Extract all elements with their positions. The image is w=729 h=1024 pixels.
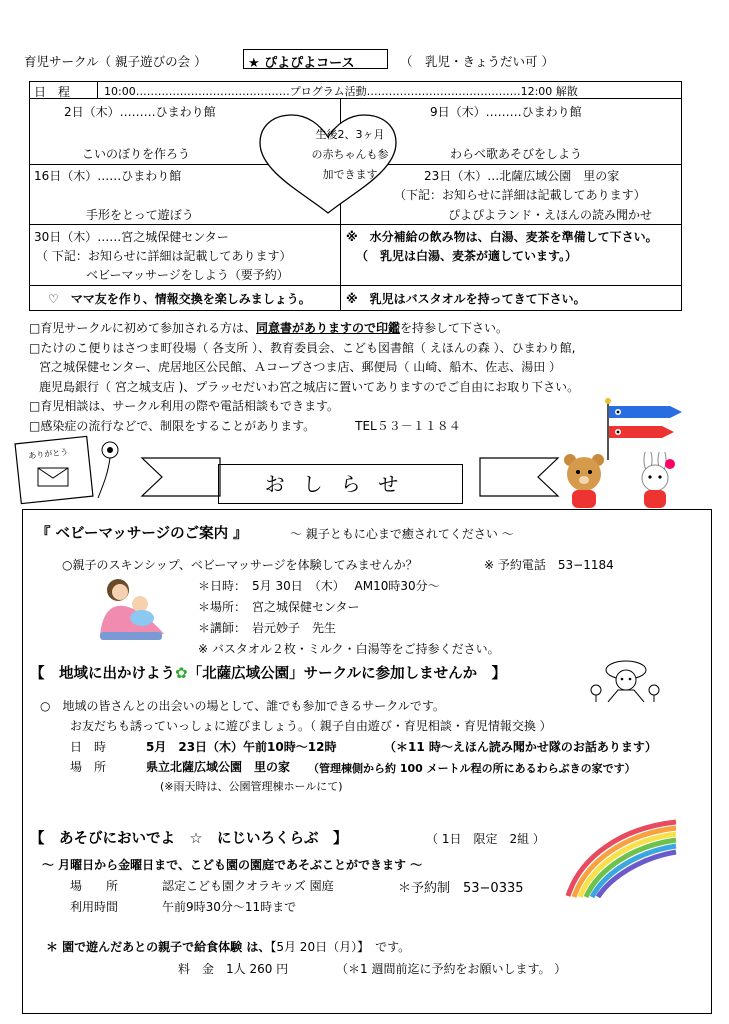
koinobori-icon xyxy=(600,398,690,460)
note-first-time-end: を持参して下さい。 xyxy=(400,321,509,335)
thank-you-card-icon xyxy=(12,428,132,508)
baby-massage-date: ＊日時： 5月 30日 （木） AM10時30分～ xyxy=(198,579,440,593)
notice-heading: おしらせ xyxy=(218,464,463,504)
mama-friends-note: ♡ ママ友を作り、情報交換を楽しみましょう。 xyxy=(48,292,311,306)
note-distribution: □たけのこ便りはさつま町役場（ 各支所 ）、教育委員会、こども図書館（ えほんの森 ）、ひまわり館, xyxy=(29,340,576,355)
phone-number: TEL５３－１１８４ xyxy=(355,418,461,433)
note-distribution-3: 鹿児島銀行（ 宮之城支店 )、プラッセだいわ宮之城店に置いてありますのでご自由にお取り下さい。 xyxy=(39,379,580,394)
card-text: ありがとう xyxy=(27,447,69,461)
park-place-note: （管理棟側から約 100 メートル程の所にあるわらぶきの家です） xyxy=(308,762,636,775)
drink-note: ※ 水分補給の飲み物は、白湯、麦茶を準備して下さい。 xyxy=(346,230,658,244)
park-date-note: （＊11 時～えほん読み聞かせ隊のお話あります） xyxy=(384,740,657,754)
niji-limit: （ 1日 限定 2組 ） xyxy=(426,832,545,846)
niji-place: 認定こども園クオラキッズ 園庭 xyxy=(162,879,334,893)
clover-icon: ✿ xyxy=(175,664,188,682)
day-23-note: （下記：お知らせに詳細は記載してあります） xyxy=(394,188,646,202)
lunch-note-a: ＊ 園で遊んだあとの親子で給食体験 は、 xyxy=(46,940,271,954)
day-16-activity: 手形をとって遊ぼう xyxy=(86,208,194,222)
bath-towel-note: ※ 乳児はバスタオルを持ってきて下さい。 xyxy=(346,292,586,306)
day-9-title: 9日（木）………ひまわり館 xyxy=(430,105,582,119)
children-flowers-icon xyxy=(584,656,664,702)
day-16-title: 16日（木）……ひまわり館 xyxy=(34,169,182,183)
heart-line: 加できます xyxy=(322,168,378,181)
day-30-title: 30日（木）……宮之城保健センター xyxy=(34,230,229,244)
baby-massage-place: ＊場所： 宮之城保健センター xyxy=(198,600,360,614)
day-2-activity: こいのぼりを作ろう xyxy=(82,147,191,161)
park-description: ○ 地域の皆さんとの出会いの場として、誰でも参加できるサークルです。 xyxy=(40,699,445,713)
niji-place-label: 場 所 xyxy=(70,879,119,893)
baby-massage-reserve: ※ 予約電話 53−1184 xyxy=(484,558,614,572)
lunch-fee: 料 金 1人 260 円 xyxy=(178,962,289,976)
schedule-label: 日 程 xyxy=(34,85,71,99)
park-title-b: 「北薩広域公園」サークルに参加しませんか 】 xyxy=(187,666,507,682)
park-place-label: 場 所 xyxy=(70,760,107,774)
lunch-date: 【5月 20日（月）】 です。 xyxy=(270,940,411,954)
baby-massage-subtitle: ～ 親子ともに心まで癒されてください ～ xyxy=(290,527,514,541)
note-consultation: □育児相談は、サークル利用の際や電話相談もできます。 xyxy=(29,399,340,413)
day-2-title: 2日（木）………ひまわり館 xyxy=(64,105,216,119)
heart-note xyxy=(300,125,400,185)
baby-massage-title: 『 ベビーマッサージのご案内 』 xyxy=(36,526,248,542)
park-date-label: 日 時 xyxy=(70,740,107,754)
niji-subtitle: ～ 月曜日から金曜日まで、こども園の園庭であそぶことができます ～ xyxy=(42,858,423,872)
notes-section xyxy=(29,319,689,436)
note-restriction: □感染症の流行などで、制限をすることがあります。 xyxy=(29,418,316,433)
park-place: 県立北薩広域公園 里の家 xyxy=(146,760,291,774)
baby-massage-bring: ※ バスタオル２枚・ミルク・白湯等をご持参ください。 xyxy=(198,642,500,656)
course-name: ★ ぴよぴよコース xyxy=(243,49,388,69)
niji-title: 【 あそびにおいでよ ☆ にじいろくらぶ 】 xyxy=(30,831,348,847)
park-title-a: 【 地域に出かけよう xyxy=(30,666,175,682)
bear-rabbit-icon xyxy=(552,452,702,510)
note-distribution-2: 宮之城保健センター、虎居地区公民館、Ａコープさつま店、郵便局（ 山崎、船木、佐志、湯田 ） xyxy=(39,360,562,374)
heart-line: 生後2、3ヶ月 xyxy=(315,128,385,141)
lunch-note xyxy=(46,938,410,955)
day-30-note: （ 下記：お知らせに詳細は記載してあります） xyxy=(36,249,292,263)
eligibility-note: （ 乳児・きょうだい可 ） xyxy=(400,54,554,69)
schedule-timeline: 10:00……………………………………プログラム活動……………………………………12:00 解散 xyxy=(104,85,578,98)
day-30-activity: ベビーマッサージをしよう（要予約） xyxy=(86,268,289,282)
park-date: 5月 23日（木）午前10時～12時 xyxy=(146,740,337,754)
note-consent-form: 同意書がありますので印鑑 xyxy=(255,321,400,335)
niji-time-label: 利用時間 xyxy=(70,900,119,914)
drink-note-infant: （ 乳児は白湯、麦茶が適しています。） xyxy=(356,249,578,263)
day-23-activity: ぴよぴよランド・えほんの読み聞かせ xyxy=(448,208,653,222)
baby-massage-teacher: ＊講師： 岩元妙子 先生 xyxy=(198,621,337,635)
note-first-time: □育児サークルに初めて参加される方は、 xyxy=(29,321,256,335)
niji-time: 午前9時30分～11時まで xyxy=(162,900,297,914)
circle-title: 育児サークル（ 親子遊びの会 ） xyxy=(24,54,207,69)
park-rain-note: (※雨天時は、公園管理棟ホールにて) xyxy=(160,780,343,793)
heart-line: の赤ちゃんも参 xyxy=(311,148,389,161)
rainbow-icon xyxy=(560,818,680,898)
baby-massage-intro: ○親子のスキンシップ、ベビーマッサージを体験してみませんか？ xyxy=(62,558,418,572)
lunch-fee-note: （＊1 週間前迄に予約をお願いします。 ） xyxy=(336,962,567,976)
park-invite: お友だちも誘っていっしょに遊びましょう。（ 親子自由遊び・育児相談・育児情報交換 ） xyxy=(70,719,552,733)
niji-reserve: ＊予約制 53−0335 xyxy=(398,881,524,896)
day-9-activity: わらべ歌あそびをしよう xyxy=(450,147,583,161)
mother-baby-icon xyxy=(90,574,170,644)
park-title xyxy=(30,662,506,683)
day-23-title: 23日（木）…北薩広域公園 里の家 xyxy=(424,169,620,183)
